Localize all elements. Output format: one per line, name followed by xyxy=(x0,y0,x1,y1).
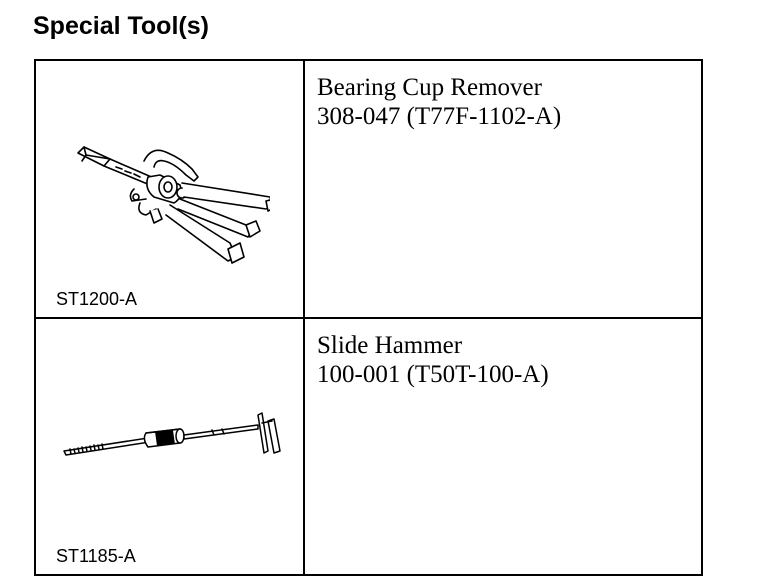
tool-name: Bearing Cup Remover xyxy=(317,74,542,101)
page-title: Special Tool(s) xyxy=(33,12,209,40)
tool-illustration-cell xyxy=(36,61,303,317)
tool-description xyxy=(317,331,549,389)
tool-description-cell xyxy=(305,61,701,317)
tool-illustration-code: ST1200-A xyxy=(56,289,138,309)
tool-illustration-code: ST1185-A xyxy=(56,546,136,566)
tool-illustration-cell xyxy=(36,319,303,574)
tool-description xyxy=(317,73,561,131)
tool-description-cell xyxy=(305,319,701,574)
tool-part-number: 308-047 (T77F-1102-A) xyxy=(317,103,562,130)
tool-name: Slide Hammer xyxy=(317,332,463,359)
slide-hammer-illustration xyxy=(62,411,284,473)
special-tools-table xyxy=(34,59,703,576)
tool-part-number: 100-001 (T50T-100-A) xyxy=(317,361,549,388)
bearing-cup-remover-illustration xyxy=(70,139,270,267)
